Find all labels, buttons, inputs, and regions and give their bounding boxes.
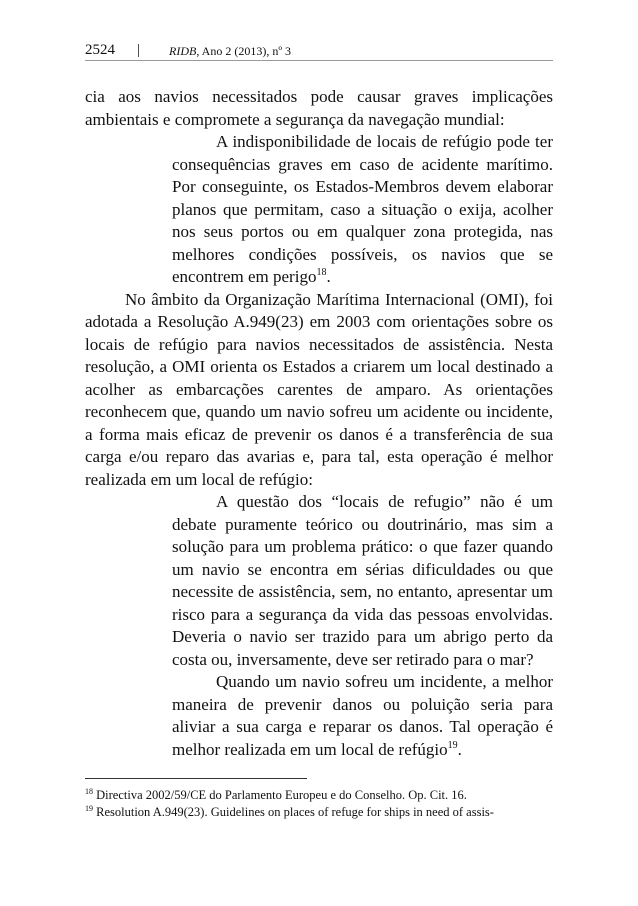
quote-3-text: Quando um navio sofreu um incidente, a melhor maneira de prevenir danos ou poluição seria para aliviar a sua carga e reparar os danos. Tal operação é melhor realizada em um local de refúgio [172, 672, 553, 759]
paragraph-continuation: cia aos navios necessitados pode causar graves implicações ambientais e compromete a segurança da navegação mundial: [85, 87, 553, 129]
footnote-number: 19 [85, 804, 93, 813]
quote-1-text: A indisponibilidade de locais de refúgio pode ter consequências graves em caso de acidente marítimo. Por conseguinte, os Estados-Membros devem elaborar planos que permitam, caso a situação o exija, acolher nos seus portos ou em qualquer zona protegida, nas melhores condições possíveis, os navios que se encontrem em perigo [172, 132, 553, 286]
journal-issue: , Ano 2 (2013), nº 3 [196, 44, 292, 58]
footnote-18 [85, 787, 553, 804]
paragraph-omi: No âmbito da Organização Marítima Internacional (OMI), foi adotada a Resolução A.949(23) em 2003 com orientações sobre os locais de refúgio para navios necessitados de assistência. Nesta resolução, a OMI orienta os Estados a criarem um local destinado a acolher as embarcações carentes de amparo. As orientações reconhecem que, quando um navio sofreu um acidente ou incidente, a forma mais eficaz de prevenir os danos é a transferência de sua carga e/ou reparo das avarias e, para tal, esta operação é melhor realizada em um local de refúgio: [85, 289, 553, 489]
block-quote-1 [172, 131, 553, 289]
footnote-divider [85, 778, 307, 779]
footnote-19 [85, 804, 553, 821]
footnote-ref-18[interactable]: 18 [316, 267, 327, 278]
footnote-ref-19[interactable]: 19 [447, 739, 458, 751]
footnote-text: Directiva 2002/59/CE do Parlamento Europeu e do Conselho. Op. Cit. 16. [93, 788, 467, 802]
running-header [85, 38, 553, 61]
page-number: 2524 [85, 42, 115, 58]
quote-3-end: . [457, 739, 462, 759]
journal-citation [169, 44, 291, 59]
journal-name: RIDB [169, 44, 197, 58]
block-quote-2: A questão dos “locais de refugio” não é um debate puramente teórico ou doutrinário, mas sim a solução para um problema prático: o que fazer quando um navio se encontra em sérias dificuldades ou que necessite de assistência, sem, no entanto, apresentar um risco para a segurança da vida das pessoas envolvidas. Deveria o navio ser trazido para um abrigo perto da costa ou, inversamente, deve ser retirado para o mar? [172, 492, 553, 669]
footnote-text: Resolution A.949(23). Guidelines on places of refuge for ships in need of assis- [93, 805, 494, 819]
block-quote-3 [172, 671, 553, 761]
footnotes [85, 787, 553, 821]
footnote-number: 18 [85, 787, 93, 796]
header-separator: | [137, 42, 141, 58]
quote-1-end: . [326, 267, 331, 286]
main-text [85, 86, 553, 761]
